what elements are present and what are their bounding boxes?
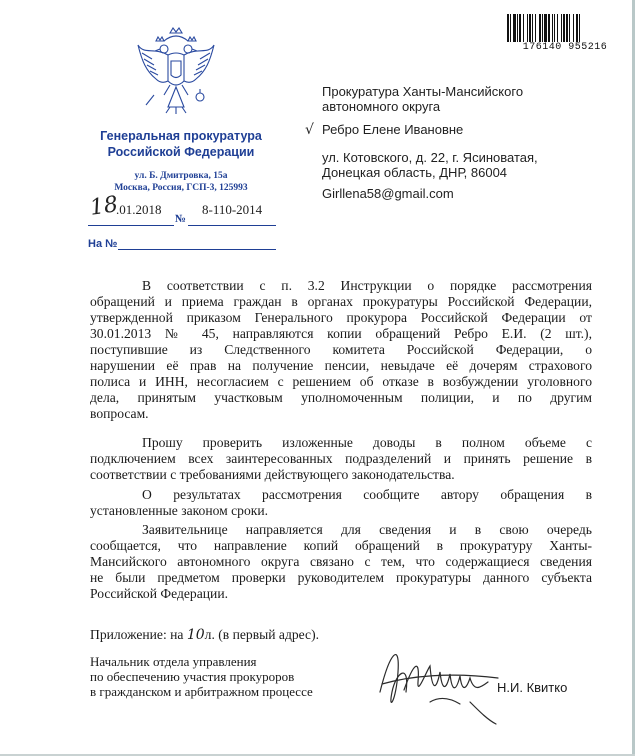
org-name-line2: Российской Федерации — [107, 145, 255, 159]
reply-reference-underline — [118, 249, 276, 250]
attachment-prefix: Приложение: на — [90, 627, 187, 642]
body-paragraph-1 — [90, 278, 592, 422]
org-address-line2: Москва, Россия, ГСП-3, 125993 — [114, 183, 248, 193]
addressee-applicant-name: Ребро Елене Ивановне — [322, 122, 464, 137]
barcode-bar — [557, 14, 558, 42]
barcode-bar — [569, 14, 570, 42]
body-line: Российской Федерации. — [90, 586, 228, 601]
attachment-line — [90, 627, 319, 643]
addressee-applicant-address — [322, 150, 538, 180]
body-paragraph-3 — [90, 487, 592, 519]
attachment-pages-handwritten: 10 — [186, 627, 205, 643]
body-line: установленные законом сроки. — [90, 503, 269, 518]
body-line: поступившие из Следственного комитета Российской Федерации, о — [90, 342, 592, 357]
barcode-bar — [513, 14, 516, 42]
body-paragraph-2 — [90, 435, 592, 483]
barcode-bars — [506, 14, 624, 42]
signer-title-line1: Начальник отдела управления — [90, 654, 257, 669]
body-line: Заявительнице направляется для сведения и в свою очередь — [142, 522, 592, 537]
org-address — [88, 170, 274, 194]
applicant-email: Girllena58@gmail.com — [322, 186, 454, 201]
body-line: обращений и приема граждан в органах прокуратуры Российской Федерации, — [90, 294, 592, 309]
number-underline — [188, 225, 276, 226]
addressee-prosecutor — [322, 84, 523, 114]
barcode-bar — [561, 14, 562, 42]
barcode-bar — [529, 14, 531, 42]
body-line: В соответствии с п. 3.2 Инструкции о порядке рассмотрения — [142, 278, 592, 293]
barcode-bar — [554, 14, 555, 42]
body-line: соответствии с требованиями действующего законодательства. — [90, 467, 455, 482]
registration-date-typed: .01.2018 — [116, 202, 162, 217]
body-line: О результатах рассмотрения сообщите автору обращения в — [142, 487, 592, 502]
barcode-bar — [573, 14, 574, 42]
barcode-bar — [507, 14, 509, 42]
signer-name: Н.И. Квитко — [497, 680, 568, 695]
registration-day-handwritten: 18 — [88, 192, 120, 221]
addressee-prosecutor-line2: автономного округа — [322, 99, 441, 114]
body-line: подключением всех заинтересованных подразделений и принять решение в — [90, 451, 592, 466]
body-line: не были предметом проверки руководителем прокуратуры данного субъекта — [90, 570, 592, 585]
signer-title-line3: в гражданском и арбитражном процессе — [90, 684, 313, 699]
addressee-applicant-address-line2: Донецкая область, ДНР, 86004 — [322, 165, 508, 180]
signer-title-line2: по обеспечению участия прокуроров — [90, 669, 295, 684]
date-underline — [88, 225, 174, 226]
check-mark-icon: √ — [305, 122, 314, 138]
org-name — [88, 128, 274, 160]
body-line: Мансийского автономного округа связано с тем, что содержащиеся сведения — [90, 554, 592, 569]
barcode-bar — [517, 14, 518, 42]
registration-number-label: № — [175, 213, 187, 225]
body-line: утвержденной приказом Генерального прокурора Российской Федерации от — [90, 310, 592, 325]
barcode-bar — [510, 14, 511, 42]
coat-of-arms-emblem — [134, 25, 218, 119]
barcode-bar — [519, 14, 521, 42]
org-name-line1: Генеральная прокуратура — [100, 129, 262, 143]
barcode-number: 176140 955216 — [522, 42, 608, 53]
barcode-bar — [542, 14, 543, 42]
barcode-bar — [552, 14, 553, 42]
barcode — [506, 14, 624, 60]
body-line: вопросам. — [90, 406, 149, 421]
body-line: 30.01.2013 № 45, направляются копии обращений Ребро Е.И. (2 шт.), — [90, 326, 592, 341]
body-line: Прошу проверить изложенные доводы в полном объеме с — [142, 435, 592, 450]
body-line: полиса и ИНН, несогласием с решением об отказе в возбуждении уголовного — [90, 374, 592, 389]
body-line: сообщается, что направление копий обращений в прокуратуру Ханты- — [90, 538, 592, 553]
registration-number: 8-110-2014 — [202, 202, 263, 217]
barcode-bar — [527, 14, 528, 42]
barcode-bar — [566, 14, 568, 42]
barcode-bar — [576, 14, 578, 42]
addressee-prosecutor-line1: Прокуратура Ханты-Мансийского — [322, 84, 524, 99]
body-paragraph-4 — [90, 522, 592, 602]
barcode-bar — [544, 14, 547, 42]
signer-title — [90, 654, 313, 699]
barcode-bar — [532, 14, 533, 42]
body-line: нарушении её прав на получение пенсии, невыдаче её дочерям страхового — [90, 358, 592, 373]
org-address-line1: ул. Б. Дмитровка, 15а — [134, 171, 228, 181]
attachment-suffix: л. (в первый адрес). — [204, 627, 320, 642]
barcode-bar — [548, 14, 550, 42]
barcode-bar — [579, 14, 580, 42]
barcode-bar — [563, 14, 565, 42]
barcode-bar — [535, 14, 536, 42]
barcode-bar — [523, 14, 524, 42]
reply-reference-label: На № — [88, 238, 118, 250]
addressee-applicant-address-line1: ул. Котовского, д. 22, г. Ясиноватая, — [322, 150, 538, 165]
body-line: дела, принятым участковым уполномоченным полиции, и по другим — [90, 390, 592, 405]
barcode-bar — [539, 14, 541, 42]
